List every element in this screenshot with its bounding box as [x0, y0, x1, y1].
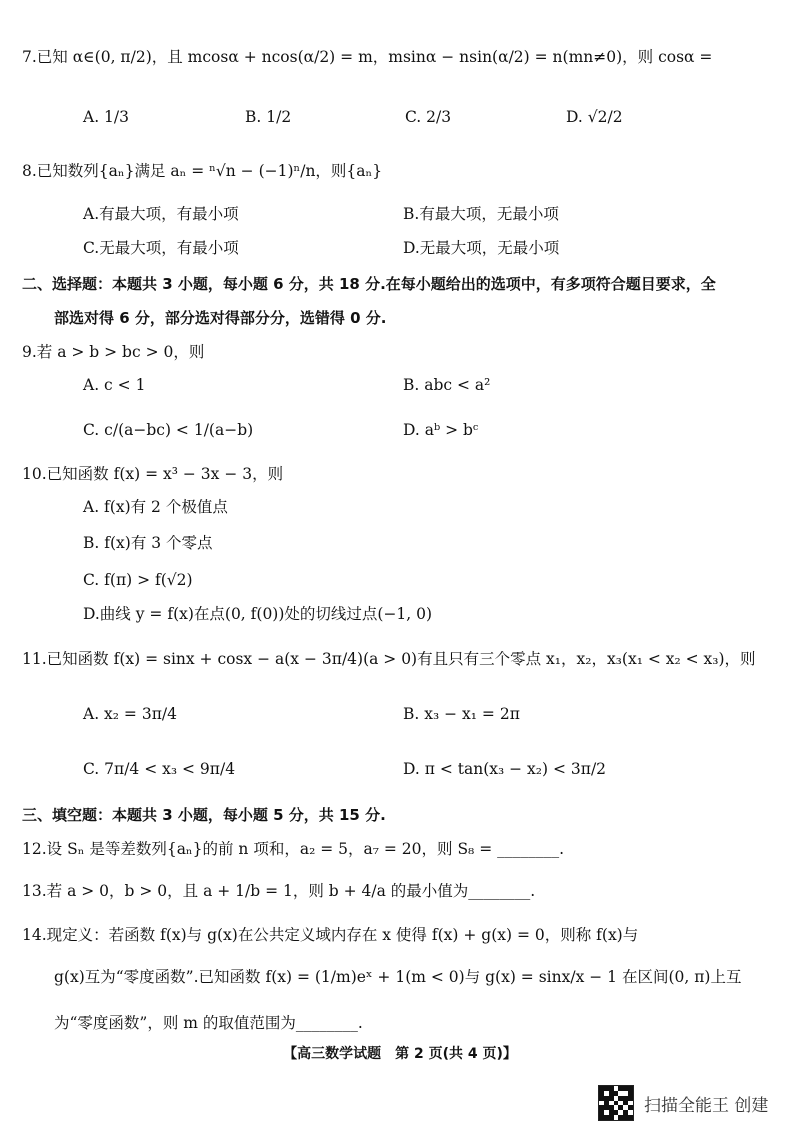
text-line: D. aᵇ > bᶜ	[403, 421, 479, 439]
text-line: B. x₃ − x₁ = 2π	[403, 705, 520, 723]
text-line: A. c < 1	[83, 376, 146, 394]
text-line: B.有最大项，无最小项	[403, 205, 559, 223]
text-line: A. x₂ = 3π/4	[83, 705, 177, 723]
text-line: B. f(x)有 3 个零点	[83, 534, 213, 552]
text-line: 12.设 Sₙ 是等差数列{aₙ}的前 n 项和，a₂ = 5，a₇ = 20，则 S₈ = ________.	[22, 840, 565, 858]
qr-code-icon	[598, 1085, 634, 1121]
text-line: C. 7π/4 < x₃ < 9π/4	[83, 760, 236, 778]
text-line: C. c/(a−bc) < 1/(a−b)	[83, 421, 254, 439]
section-heading: 三、填空题：本题共 3 小题，每小题 5 分，共 15 分.	[22, 806, 386, 824]
text-line: B. 1/2	[245, 108, 292, 126]
text-line: D. π < tan(x₃ − x₂) < 3π/2	[403, 760, 607, 778]
text-line: C.无最大项，有最小项	[83, 239, 239, 257]
text-line: D.无最大项，无最小项	[403, 239, 560, 257]
text-line: g(x)互为“零度函数”.已知函数 f(x) = (1/m)eˣ + 1(m < 0)与 g(x) = sinx/x − 1 在区间(0, π)上互	[54, 968, 742, 986]
text-line: 7.已知 α∈(0, π/2)，且 mcosα + ncos(α/2) = m，msinα − nsin(α/2) = n(mn≠0)，则 cosα =	[22, 48, 713, 66]
text-line: 8.已知数列{aₙ}满足 aₙ = ⁿ√n − (−1)ⁿ/n，则{aₙ}	[22, 162, 383, 180]
text-line: D.曲线 y = f(x)在点(0, f(0))处的切线过点(−1, 0)	[83, 605, 433, 623]
text-line: 14.现定义：若函数 f(x)与 g(x)在公共定义域内存在 x 使得 f(x) + g(x) = 0，则称 f(x)与	[22, 926, 639, 944]
text-line: 为“零度函数”，则 m 的取值范围为________.	[54, 1014, 363, 1032]
text-line: A.有最大项，有最小项	[83, 205, 239, 223]
text-line: 13.若 a > 0，b > 0，且 a + 1/b = 1，则 b + 4/a 的最小值为________.	[22, 882, 536, 900]
text-line: A. 1/3	[83, 108, 129, 126]
page-footer: 【高三数学试题 第 2 页(共 4 页)】	[283, 1046, 517, 1062]
section-heading: 部选对得 6 分，部分选对得部分分，选错得 0 分.	[54, 309, 387, 327]
scanner-watermark	[598, 1085, 768, 1121]
text-line: C. f(π) > f(√2)	[83, 571, 193, 589]
text-line: D. √2/2	[566, 108, 623, 126]
text-line: 11.已知函数 f(x) = sinx + cosx − a(x − 3π/4)(a > 0)有且只有三个零点 x₁，x₂，x₃(x₁ < x₂ < x₃)，则	[22, 650, 756, 668]
text-line: B. abc < a²	[403, 376, 491, 394]
section-heading: 二、选择题：本题共 3 小题，每小题 6 分，共 18 分.在每小题给出的选项中，有多项符合题目要求，全	[22, 275, 716, 293]
scanner-label: 扫描全能王 创建	[644, 1095, 769, 1116]
text-line: A. f(x)有 2 个极值点	[83, 498, 228, 516]
text-line: 10.已知函数 f(x) = x³ − 3x − 3，则	[22, 465, 284, 483]
text-line: C. 2/3	[405, 108, 452, 126]
text-line: 9.若 a > b > bc > 0，则	[22, 343, 205, 361]
